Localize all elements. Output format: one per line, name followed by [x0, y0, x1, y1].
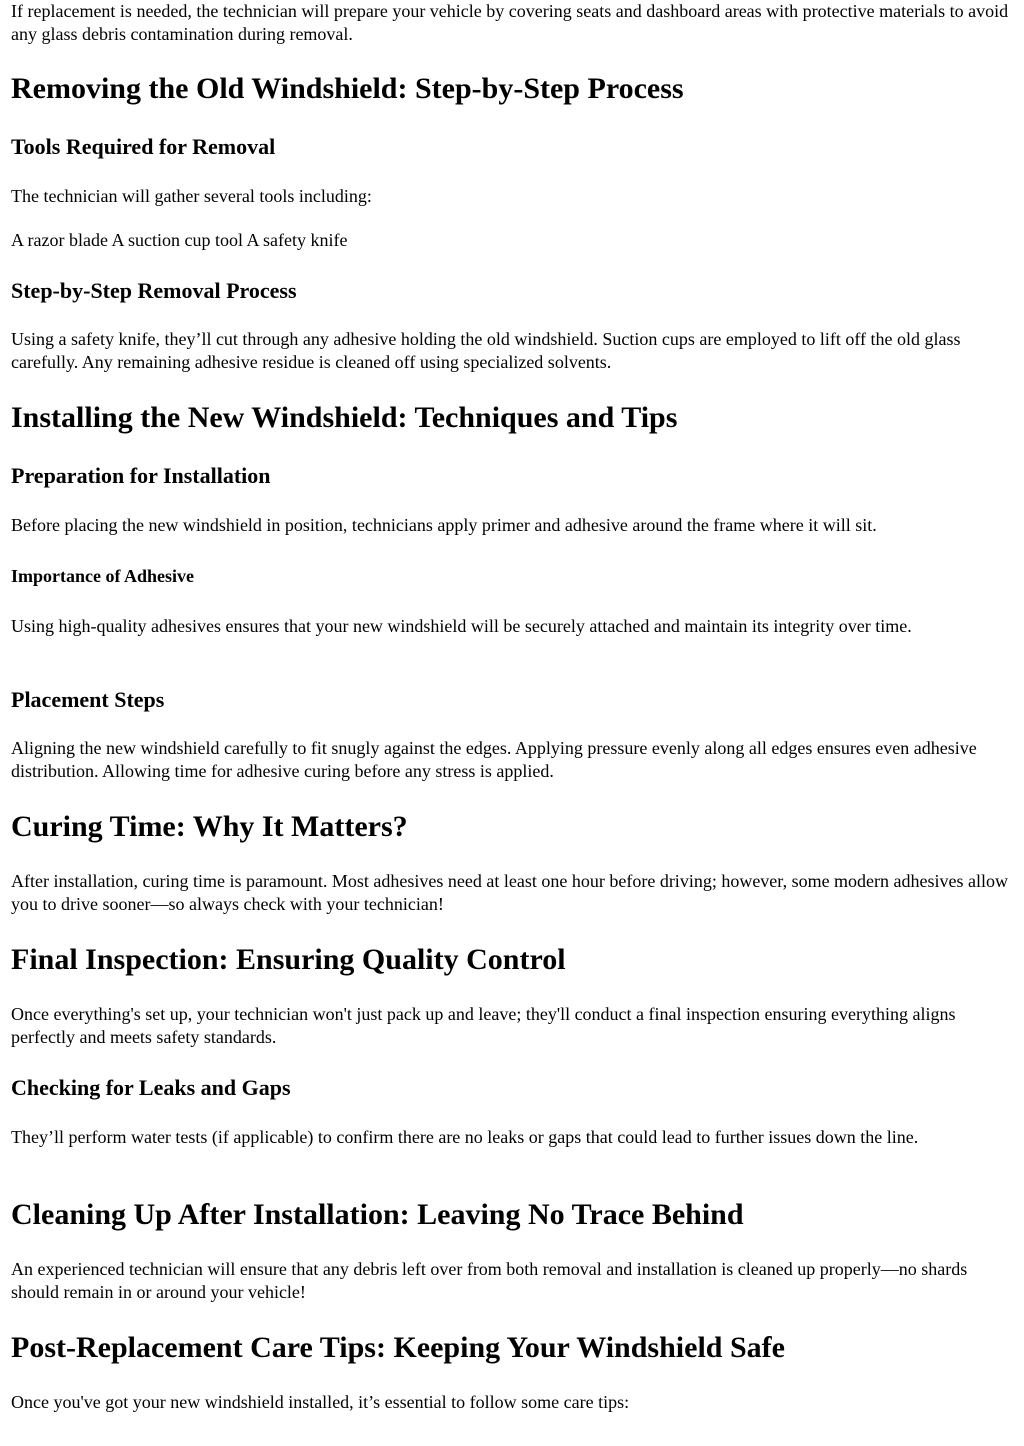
preparation-paragraph: Before placing the new windshield in position, technicians apply primer and adhesive around the frame where it will sit. — [11, 515, 877, 535]
leaks-heading: Checking for Leaks and Gaps — [11, 1075, 291, 1100]
care-paragraph: Once you've got your new windshield installed, it’s essential to follow some care tips: — [11, 1392, 630, 1412]
inspection-heading: Final Inspection: Ensuring Quality Control — [11, 943, 566, 976]
care-heading: Post-Replacement Care Tips: Keeping Your Windshield Safe — [11, 1331, 785, 1364]
removal-heading: Removing the Old Windshield: Step-by-Step Process — [11, 72, 684, 105]
adhesive-paragraph: Using high-quality adhesives ensures that your new windshield will be securely attached and maintain its integrity over time. — [11, 616, 912, 636]
curing-heading: Curing Time: Why It Matters? — [11, 810, 408, 843]
placement-paragraph: Aligning the new windshield carefully to fit snugly against the edges. Applying pressure evenly along all edges ensures even adhesive distribution. Allowing time for adhesive curing before any stress is applied. — [11, 738, 977, 781]
preparation-heading: Preparation for Installation — [11, 463, 271, 488]
cleanup-paragraph: An experienced technician will ensure that any debris left over from both removal and installation is cleaned up properly—no shards should remain in or around your vehicle! — [11, 1259, 968, 1302]
leaks-paragraph: They’ll perform water tests (if applicable) to confirm there are no leaks or gaps that could lead to further issues down the line. — [11, 1127, 919, 1147]
removal-process-paragraph: Using a safety knife, they’ll cut through any adhesive holding the old windshield. Suction cups are employed to lift off the old glass carefully. Any remaining adhesive residue is cleaned off using specialized solvents. — [11, 329, 961, 372]
curing-paragraph: After installation, curing time is paramount. Most adhesives need at least one hour before driving; however, some modern adhesives allow you to drive sooner—so always check with your technician! — [11, 871, 1009, 914]
cleanup-heading: Cleaning Up After Installation: Leaving No Trace Behind — [11, 1198, 744, 1231]
installing-heading: Installing the New Windshield: Techniques and Tips — [11, 401, 678, 434]
intro-paragraph: If replacement is needed, the technician will prepare your vehicle by covering seats and dashboard areas with protective materials to avoid any glass debris contamination during removal. — [11, 1, 1009, 44]
placement-heading: Placement Steps — [11, 687, 165, 712]
tools-list-paragraph: A razor blade A suction cup tool A safety knife — [11, 230, 348, 250]
tools-intro-paragraph: The technician will gather several tools including: — [11, 186, 372, 206]
removal-process-heading: Step-by-Step Removal Process — [11, 278, 297, 303]
inspection-paragraph: Once everything's set up, your technician won't just pack up and leave; they'll conduct a final inspection ensuring everything aligns perfectly and meets safety standards. — [11, 1004, 956, 1047]
tools-heading: Tools Required for Removal — [11, 134, 276, 159]
adhesive-heading: Importance of Adhesive — [11, 566, 194, 586]
